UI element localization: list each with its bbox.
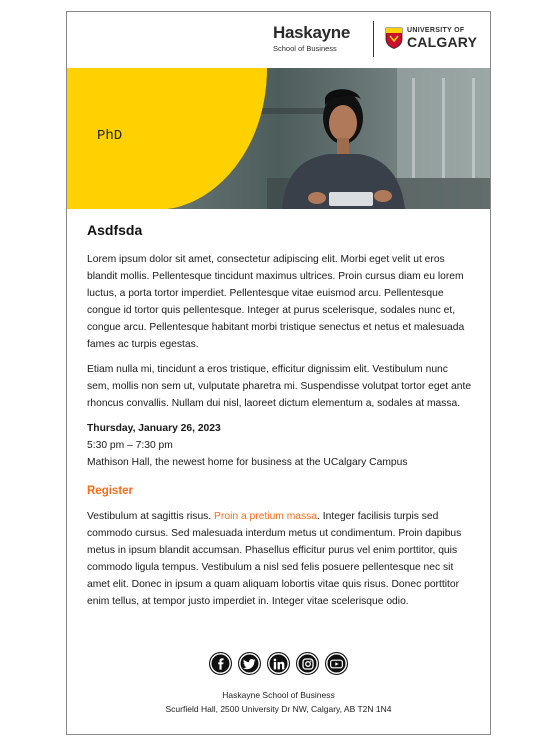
email-header — [67, 12, 490, 68]
social-links — [209, 652, 348, 675]
register-link[interactable]: Register — [87, 485, 134, 497]
facebook-icon[interactable] — [209, 652, 232, 675]
body-paragraph-3 — [87, 508, 472, 610]
inline-link[interactable]: Proin a pretium massa — [214, 511, 318, 522]
body-paragraph-1: Lorem ipsum dolor sit amet, consectetur adipiscing elit. Morbi eget velit ut eros blandit mollis. Pellentesque tincidunt maximus ultrices. Proin cursus diam eu lorem luctus, a porta tortor imperdiet. Pellentesque vitae euismod arcu. Pellentesque congue id tortor quis pellentesque. Integer at purus scelerisque, sodales nunc et, congue arcu. Pellentesque habitant morbi tristique senectus et netus et malesuada fames ac turpis egestas. — [87, 254, 465, 350]
ucalgary-line1: UNIVERSITY OF — [407, 27, 465, 34]
youtube-icon[interactable] — [325, 652, 348, 675]
haskayne-logo[interactable] — [273, 24, 350, 53]
event-time: 5:30 pm – 7:30 pm — [87, 440, 173, 451]
footer-school-name: Haskayne School of Business — [222, 690, 335, 700]
header-divider — [373, 21, 374, 57]
footer-address: Scurfield Hall, 2500 University Dr NW, Calgary, AB T2N 1N4 — [165, 704, 392, 714]
hero-banner — [67, 68, 490, 209]
event-location: Mathison Hall, the newest home for business at the UCalgary Campus — [87, 457, 408, 468]
paragraph-3-start: Vestibulum at sagittis risus. — [87, 511, 215, 522]
hero-photo — [67, 68, 490, 209]
email-frame — [66, 11, 491, 735]
body-paragraph-2: Etiam nulla mi, tincidunt a eros tristique, efficitur dignissim elit. Vestibulum nunc sem, mollis non sem ut, vulputate pharetra mi. Suspendisse volutpat tortor eget ante rhoncus convallis. Nullam dui nisl, laoreet dictum elementum a, sodales at massa. — [87, 364, 472, 409]
twitter-icon[interactable] — [238, 652, 261, 675]
haskayne-name: Haskayne — [273, 23, 350, 42]
ucalgary-logo[interactable] — [407, 27, 477, 49]
ucalgary-line2: CALGARY — [407, 34, 478, 50]
instagram-icon[interactable] — [296, 652, 319, 675]
email-body — [87, 222, 472, 618]
hero-label: PhD — [97, 128, 123, 144]
ucalgary-crest-icon — [385, 27, 403, 49]
email-title: Asdfsda — [87, 222, 143, 238]
haskayne-subtitle: School of Business — [273, 44, 337, 53]
paragraph-3-end: . Integer facilisis turpis sed commodo cursus. Sed malesuada interdum metus ut condimentum. Proin dapibus metus in ipsum blandit accumsan. Phasellus efficitur purus vel enim porttitor, quis commodo ligula tempus. Vestibulum a nisl sed felis posuere pellentesque nec sit amet elit. Donec in ipsum a quam aliquam lobortis vitae quis risus. Donec porttitor enim tellus, at tempor justo imperdiet in. Integer vitae scelerisque odio. — [87, 511, 462, 607]
linkedin-icon[interactable] — [267, 652, 290, 675]
event-date: Thursday, January 26, 2023 — [87, 423, 221, 434]
